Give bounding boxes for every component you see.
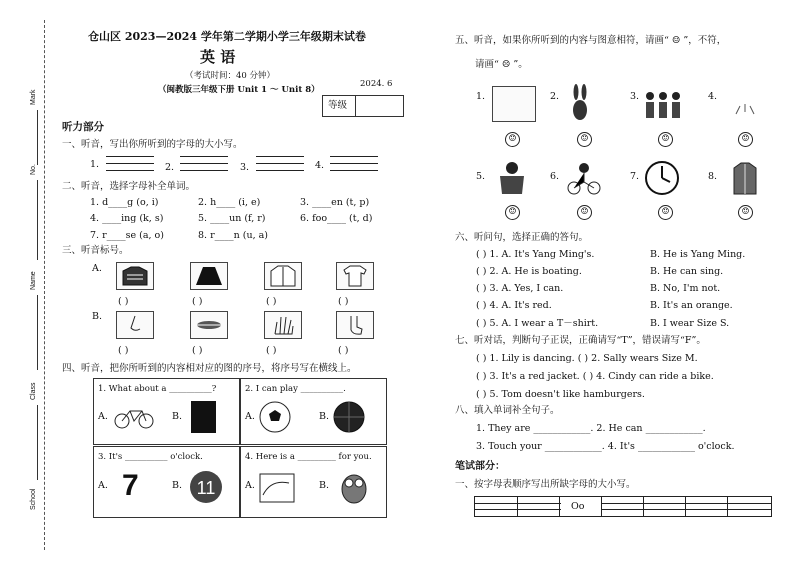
smile-icon[interactable]: ☺ [658,132,673,147]
s1-line[interactable] [330,170,378,171]
alphabet-grid [474,496,772,517]
answer-paren[interactable]: ( ) [192,345,203,356]
s1-num-3: 3. [240,162,250,173]
basketball-icon [333,401,367,435]
listening-title: 听力部分 [62,121,104,133]
s1-line[interactable] [330,163,378,164]
answer-paren[interactable]: ( ) [266,296,277,307]
s2-item[interactable]: 6. foo____ (t, d) [300,213,373,224]
exam-date: 2024. 6 [360,79,393,89]
section6-title: 六、听问句，选择正确的答句。 [455,232,589,243]
s2-item[interactable]: 2. h____ (i, e) [198,197,261,208]
s6-option-a[interactable]: ( ) 3. A. Yes, I can. [476,283,564,294]
tshirt-icon [336,262,374,290]
subject-title: 英 语 [200,48,236,66]
card-icon [259,471,295,505]
smile-icon[interactable]: ☺ [577,132,592,147]
s1-num-2: 2. [165,162,175,173]
s1-line[interactable] [106,170,154,171]
s5-num: 5. [476,171,486,182]
s7-row[interactable]: ( ) 5. Tom doesn't like hamburgers. [476,389,645,400]
s2-item[interactable]: 5. ____un (f, r) [198,213,266,224]
exam-title: 仓山区 2023—2024 学年第二学期小学三年级期末试卷 [88,30,366,43]
empty-picture-icon [730,86,760,120]
girl-bike-icon [566,160,602,196]
section2-title: 二、听音，选择字母补全单词。 [62,181,196,192]
mark-label: Mark [30,89,37,105]
number-seven-icon: 7 [122,469,139,502]
smile-icon[interactable]: ☺ [505,132,520,147]
s1-line[interactable] [256,163,304,164]
section8-title: 八、填入单词补全句子。 [455,405,560,416]
s5-num: 3. [630,91,640,102]
s5-num: 4. [708,91,718,102]
s6-option-a[interactable]: ( ) 5. A. I wear a T－shirt. [476,318,599,329]
smile-icon[interactable]: ☺ [577,205,592,220]
singers-icon [642,84,686,122]
football-icon [259,401,293,435]
exam-time: （考试时间：40 分钟） [185,71,276,81]
foot-icon [336,311,374,339]
sweater-icon [116,262,154,290]
s7-row[interactable]: ( ) 1. Lily is dancing. ( ) 2. Sally wears Size M. [476,353,698,364]
s6-option-a[interactable]: ( ) 4. A. It's red. [476,300,552,311]
s5-num: 7. [630,171,640,182]
s4-box-4: 4. Here is a _________ for you. A. B. [240,446,387,518]
s6-option-a[interactable]: ( ) 1. A. It's Yang Ming's. [476,249,595,260]
binding-line [44,20,45,550]
section7-title: 七、听对话，判断句子正误，正确请写“T”，错误请写“F”。 [455,335,706,346]
written-title: 笔试部分： [455,461,505,472]
answer-paren[interactable]: ( ) [118,345,129,356]
answer-paren[interactable]: ( ) [118,296,129,307]
s1-num-4: 4. [315,160,325,171]
s4-box-1: 1. What about a __________? A. B. [93,378,240,445]
hand-icon [264,311,302,339]
s4-box-2: 2. I can play __________. A. B. [240,378,387,445]
s6-option-b: B. It's an orange. [650,300,733,311]
s6-option-b: B. No, I'm not. [650,283,721,294]
svg-text:11: 11 [196,478,216,498]
no-blank[interactable] [37,180,38,260]
s6-option-a[interactable]: ( ) 2. A. He is boating. [476,266,582,277]
owl-icon [337,469,371,505]
s4-box-3: 3. It's __________ o'clock. A. 7 B. 11 [93,446,240,518]
s6-option-b: B. He is Yang Ming. [650,249,746,260]
s6-option-b: B. He can sing. [650,266,724,277]
answer-paren[interactable]: ( ) [338,296,349,307]
s1-num-1: 1. [90,159,100,170]
mark-blank[interactable] [37,110,38,165]
row-a-label: A. [92,263,102,274]
s1-line[interactable] [330,156,378,157]
smile-icon[interactable]: ☺ [738,205,753,220]
s2-item[interactable]: 4. ____ing (k, s) [90,213,164,224]
section1-title: 一、听音，写出你所听到的字母的大小写。 [62,139,243,150]
edition-note: （闽教版三年级下册 Unit 1 ～ Unit 8） [158,85,320,95]
smile-icon[interactable]: ☺ [658,205,673,220]
number-eleven-icon [190,471,224,505]
answer-paren[interactable]: ( ) [338,345,349,356]
s1-line[interactable] [180,170,228,171]
name-blank[interactable] [37,295,38,370]
alphabet-given-cell: Oo [561,499,601,514]
s2-item[interactable]: 3. ____en (t, p) [300,197,370,208]
s5-num: 2. [550,91,560,102]
s1-line[interactable] [106,156,154,157]
smile-icon[interactable]: ☺ [738,132,753,147]
answer-paren[interactable]: ( ) [266,345,277,356]
grade-input[interactable] [355,95,404,117]
s2-item[interactable]: 8. r____n (u, a) [198,230,268,241]
jacket-icon [264,262,302,290]
no-label: No. [30,164,37,175]
boy-jacket-icon [494,160,530,196]
s6-option-b: B. I wear Size S. [650,318,730,329]
section5-title: 五、听音，如果你所听到的内容与图意相符，请画“ ☺ ”，不符， [455,35,727,46]
s1-line[interactable] [180,163,228,164]
s1-line[interactable] [180,156,228,157]
class-blank[interactable] [37,405,38,480]
s1-line[interactable] [256,156,304,157]
s2-item[interactable]: 1. d____g (o, i) [90,197,159,208]
s1-line[interactable] [256,170,304,171]
s8-row[interactable]: 3. Touch your ____________. 4. It's ____________ o'clock. [476,441,735,452]
s5-num: 1. [476,91,486,102]
written-s1-title: 一、按字母表顺序写出所缺字母的大小写。 [455,479,636,490]
bicycle-icon [114,401,154,431]
row-b-label: B. [92,311,103,322]
section5-title-2: 请画“ ☹ ”。 [475,59,528,70]
clowns-icon [492,86,536,122]
s2-item[interactable]: 7. r____se (a, o) [90,230,164,241]
feather-icon [190,311,228,339]
shirt-icon [730,160,760,196]
skirt-icon [190,262,228,290]
rabbit-icon [566,84,594,122]
s5-num: 8. [708,171,718,182]
smile-icon[interactable]: ☺ [505,205,520,220]
s8-row[interactable]: 1. They are ____________. 2. He can ____________. [476,423,706,434]
class-label: Class [30,382,37,400]
answer-paren[interactable]: ( ) [192,296,203,307]
section4-title: 四、听音，把你所听到的内容相对应的图的序号，将序号写在横线上。 [62,363,357,374]
nose-icon [116,311,154,339]
name-label: Name [30,271,37,290]
school-label: School [30,488,37,510]
s5-num: 6. [550,171,560,182]
s7-row[interactable]: ( ) 3. It's a red jacket. ( ) 4. Cindy can ride a bike. [476,371,714,382]
notebook-icon [191,401,216,433]
s1-line[interactable] [106,163,154,164]
grade-label-box: 等级 [322,95,357,117]
clock-icon [644,160,680,196]
section3-title: 三、听音标号。 [62,245,129,256]
